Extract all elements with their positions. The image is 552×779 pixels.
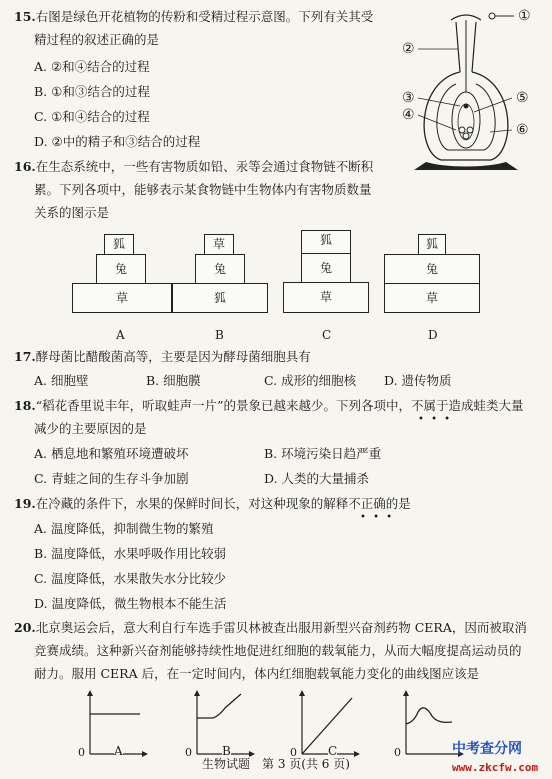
q18-option-a: A. 栖息地和繁殖环境遭破坏: [34, 446, 189, 461]
q15-stem-2: 精过程的叙述正确的是: [34, 32, 160, 47]
q15-line1: [14, 8, 373, 26]
q19-stem: 在冷藏的条件下，水果的保鲜时间长，对这种现象的解释不正确的是: [35, 496, 411, 511]
q17-option-d: D. 遗传物质: [384, 373, 452, 388]
q17-option-a: A. 细胞壁: [34, 373, 89, 388]
q17-line1: [14, 348, 311, 366]
q20-line1: [14, 619, 527, 637]
q17-option-c: C. 成形的细胞核: [264, 373, 357, 388]
pyramid-a-top: 狐: [104, 234, 134, 255]
q19-number: 19.: [14, 496, 36, 511]
watermark-title: 中考查分网: [452, 741, 522, 757]
q18-option-b: B. 环境污染日趋严重: [264, 446, 382, 461]
graph-b-origin: 0: [185, 746, 192, 759]
q19-option-c: C. 温度降低，水果散失水分比较少: [34, 571, 227, 586]
graph-c-letter: C: [328, 744, 338, 758]
graph-c-origin: 0: [290, 746, 297, 759]
pyramid-d-top: 狐: [418, 234, 446, 255]
graph-d-origin: 0: [394, 746, 401, 759]
q17-stem: 酵母菌比醋酸菌高等，主要是因为酵母菌细胞具有: [35, 349, 311, 364]
pyramid-d-middle: 兔: [384, 254, 480, 284]
q15-option-d: D. ②中的精子和③结合的过程: [34, 134, 201, 149]
q19-line1: [14, 495, 411, 513]
q16-stem-1: 在生态系统中，一些有害物质如铅、汞等会通过食物链不断积: [35, 159, 374, 174]
pyramid-c-middle: 兔: [301, 253, 351, 283]
diagram-label-1: ①: [518, 8, 531, 24]
pyramid-d-letter: D: [428, 328, 438, 342]
q15-option-a: A. ②和④结合的过程: [34, 59, 150, 74]
q18-stem-1: “稻花香里说丰年，听取蛙声一片”的景象已越来越少。下列各项中，不属于造成蛙类大量: [35, 398, 524, 413]
q15-number: 15.: [14, 9, 36, 24]
watermark-url: www.zkcfw.com: [452, 761, 539, 774]
pyramid-c-top: 狐: [301, 230, 351, 254]
q16-stem-2: 累。下列各项中，能够表示某食物链中生物体内有害物质数量: [34, 182, 372, 197]
q18-number: 18.: [14, 398, 36, 413]
q19-option-a: A. 温度降低，抑制微生物的繁殖: [34, 521, 214, 536]
q19-option-d: D. 温度降低，微生物根本不能生活: [34, 596, 227, 611]
diagram-label-6: ⑥: [516, 122, 529, 138]
q18-stem-2: 减少的主要原因的是: [34, 421, 147, 436]
pyramid-a-bottom: 草: [72, 283, 172, 313]
diagram-label-5: ⑤: [516, 90, 529, 106]
pyramid-a-letter: A: [116, 328, 125, 342]
diagram-label-2: ②: [402, 41, 415, 57]
q15-stem-1: 右图是绿色开花植物的传粉和受精过程示意图。下列有关其受: [35, 9, 374, 24]
q20-stem-2: 竞赛成绩。这种新兴奋剂能够持续性地促进红细胞的载氧能力，从而大幅度提高运动员的: [34, 643, 522, 658]
q17-option-b: B. 细胞膜: [146, 373, 201, 388]
q16-line1: [14, 158, 373, 176]
q17-number: 17.: [14, 349, 36, 364]
graph-a-letter: A: [114, 744, 123, 758]
q20-number: 20.: [14, 620, 36, 635]
emphasis-dots-q19: • • •: [360, 512, 395, 523]
pyramid-b-letter: B: [215, 328, 224, 342]
diagram-label-4: ④: [402, 107, 415, 123]
q19-option-b: B. 温度降低，水果呼吸作用比较弱: [34, 546, 227, 561]
q16-stem-3: 关系的图示是: [34, 205, 110, 220]
pyramid-c-bottom: 草: [283, 282, 369, 313]
pyramid-b-middle: 兔: [195, 254, 245, 284]
emphasis-dots-q18: • • •: [418, 414, 453, 425]
q15-option-b: B. ①和③结合的过程: [34, 84, 150, 99]
pyramid-d-bottom: 草: [384, 283, 480, 313]
q16-number: 16.: [14, 159, 36, 174]
pistil-diagram: [396, 2, 546, 174]
q20-stem-3: 耐力。服用 CERA 后，在一定时间内，体内红细胞载氧能力变化的曲线图应该是: [34, 666, 480, 681]
diagram-label-3: ③: [402, 90, 415, 106]
pyramid-b-bottom: 狐: [172, 283, 268, 313]
q15-option-c: C. ①和④结合的过程: [34, 109, 150, 124]
page-footer: 生物试题 第 3 页(共 6 页): [202, 757, 350, 771]
pyramid-b-top: 草: [204, 234, 234, 255]
q18-option-d: D. 人类的大量捕杀: [264, 471, 370, 486]
q20-stem-1: 北京奥运会后，意大利自行车选手雷贝林被查出服用新型兴奋剂药物 CERA，因而被取消: [35, 620, 527, 635]
q18-option-c: C. 青蛙之间的生存斗争加剧: [34, 471, 189, 486]
graph-a-origin: 0: [78, 746, 85, 759]
pyramid-a-middle: 兔: [96, 254, 146, 284]
pyramid-c-letter: C: [322, 328, 332, 342]
graph-b-letter: B: [222, 744, 231, 758]
